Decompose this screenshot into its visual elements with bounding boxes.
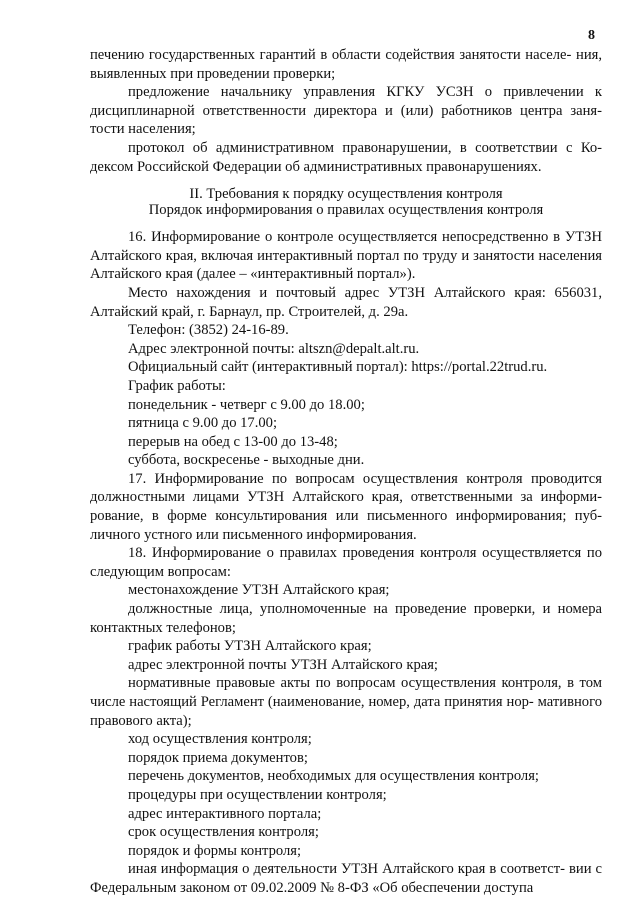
- schedule-mon-thu: понедельник - четверг с 9.00 до 18.00;: [128, 396, 365, 413]
- list-item: перечень документов, необходимых для осуществления контроля;: [128, 768, 539, 785]
- schedule-weekend: суббота, воскресенье - выходные дни.: [128, 452, 365, 469]
- contact-phone: Телефон: (3852) 24-16-89.: [128, 322, 289, 339]
- list-item: иная информация о деятельности УТЗН Алтайского края в соответст- вии с Федеральным законом от 09.02.2009 № 8-ФЗ «Об обеспечении доступа: [90, 861, 602, 896]
- list-item: местонахождение УТЗН Алтайского края;: [128, 582, 390, 599]
- paragraph-18: 18. Информирование о правилах проведения контроля осуществляется по следующим вопросам:: [90, 545, 602, 580]
- list-item: ход осуществления контроля;: [128, 731, 312, 748]
- list-item: график работы УТЗН Алтайского края;: [128, 638, 372, 655]
- list-item: адрес интерактивного портала;: [128, 805, 322, 822]
- list-item: срок осуществления контроля;: [128, 824, 319, 841]
- list-item: порядок приема документов;: [128, 749, 308, 766]
- list-item: должностные лица, уполномоченные на проведение проверки, и номера контактных телефонов;: [90, 601, 602, 636]
- list-item: процедуры при осуществлении контроля;: [128, 786, 387, 803]
- section-subtitle: Порядок информирования о правилах осуществления контроля: [148, 202, 544, 219]
- paragraph-address: Место нахождения и почтовый адрес УТЗН Алтайского края: 656031, Алтайский край, г. Барнаул, пр. Строителей, д. 29а.: [90, 284, 602, 320]
- schedule-title: График работы:: [128, 377, 226, 394]
- page-number: 8: [588, 28, 595, 43]
- list-item: адрес электронной почты УТЗН Алтайского края;: [128, 656, 438, 673]
- contact-website: Официальный сайт (интерактивный портал): https://portal.22trud.ru.: [128, 359, 548, 376]
- paragraph-proposal: предложение начальнику управления КГКУ УСЗН о привлечении к дисциплинарной ответственности директора и (или) работников центра заня- тости населения;: [90, 84, 602, 138]
- section-title: II. Требования к порядку осуществления контроля: [189, 186, 503, 203]
- paragraph-continuation: печению государственных гарантий в области содействия занятости населе- ния, выявленных при проведении проверки;: [90, 47, 602, 82]
- list-item: порядок и формы контроля;: [128, 842, 302, 859]
- schedule-fri: пятница с 9.00 до 17.00;: [128, 415, 278, 432]
- list-item: нормативные правовые акты по вопросам осуществления контроля, в том числе настоящий Регламент (наименование, номер, дата принятия нор- мативного правового акта);: [90, 675, 602, 729]
- schedule-lunch: перерыв на обед с 13-00 до 13-48;: [128, 433, 338, 450]
- paragraph-17: 17. Информирование по вопросам осуществления контроля проводится должностными лицами УТЗН Алтайского края, ответственными за информи- рование, в форме консультирования или письменного информирования; пуб- личного устного или письменного информирования.: [90, 470, 602, 543]
- paragraph-protocol: протокол об административном правонарушении, в соответствии с Ко- дексом Российской Федерации об административных правонарушениях.: [90, 139, 602, 175]
- document-body: [90, 46, 602, 898]
- contact-email: Адрес электронной почты: altszn@depalt.alt.ru.: [128, 340, 420, 357]
- paragraph-16: 16. Информирование о контроле осуществляется непосредственно в УТЗН Алтайского края, включая интерактивный портал по труду и занятости населения Алтайского края (далее – «интерактивный портал»).: [90, 229, 602, 283]
- section-heading: [90, 186, 602, 218]
